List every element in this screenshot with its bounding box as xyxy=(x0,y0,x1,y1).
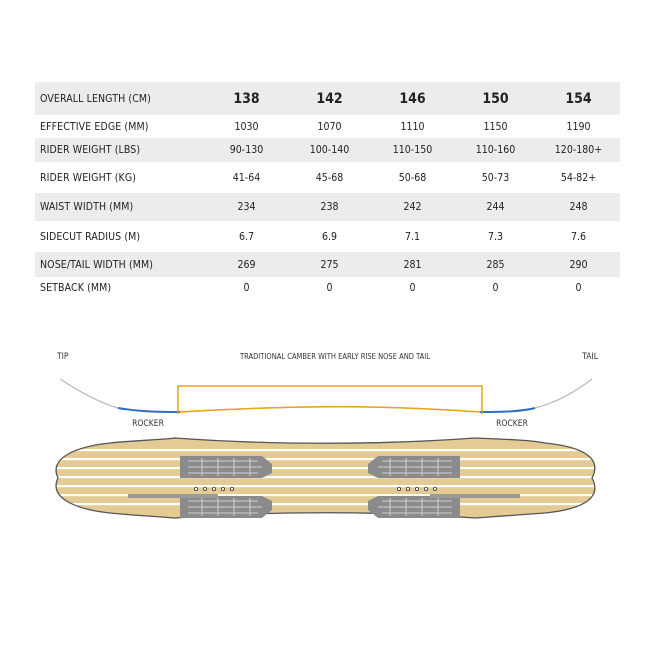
spec-value: 1070 xyxy=(317,120,342,133)
spec-value: 110-150 xyxy=(371,138,454,162)
spec-value: 1190 xyxy=(566,120,591,133)
camber-base-line xyxy=(180,407,480,412)
spec-row-nose-tail-width xyxy=(35,252,620,277)
spec-row-effective-edge xyxy=(35,115,620,138)
spec-value: 0 xyxy=(243,282,250,294)
spec-value: 238 xyxy=(288,193,371,221)
spec-value: 120-180+ xyxy=(537,138,620,162)
spec-value: 54-82+ xyxy=(560,171,597,184)
spec-label: SIDECUT RADIUS (M) xyxy=(40,230,141,243)
spec-value: 100-140 xyxy=(288,138,371,162)
spec-label: RIDER WEIGHT (KG) xyxy=(40,171,137,184)
spec-value: 1150 xyxy=(483,120,508,133)
spec-label: NOSE/TAIL WIDTH (MM) xyxy=(35,252,205,277)
spec-row-rider-weight-lbs xyxy=(35,138,620,162)
size-header: 150 xyxy=(454,82,537,115)
reinforcement-bar xyxy=(430,494,520,498)
spec-label: RIDER WEIGHT (LBS) xyxy=(35,138,205,162)
spec-value: 0 xyxy=(492,282,499,294)
spec-value: 290 xyxy=(537,252,620,277)
spec-value: 234 xyxy=(205,193,288,221)
spec-value: 1110 xyxy=(400,120,425,133)
spec-value: 41-64 xyxy=(232,171,261,184)
spec-value: 269 xyxy=(205,252,288,277)
wood-core xyxy=(40,436,610,522)
spec-row-overall-length xyxy=(35,82,620,115)
spec-value: 275 xyxy=(288,252,371,277)
board-top-view xyxy=(40,436,610,522)
rocker-curve-right xyxy=(480,408,535,412)
spec-value: 7.1 xyxy=(404,230,421,243)
rocker-curve-left xyxy=(118,408,180,412)
spec-table xyxy=(35,82,620,299)
board-diagram xyxy=(0,340,650,625)
spec-value: 244 xyxy=(454,193,537,221)
rocker-label-right: ROCKER xyxy=(496,419,528,429)
spec-value: 7.6 xyxy=(570,230,587,243)
spec-value: 242 xyxy=(371,193,454,221)
spec-value: 248 xyxy=(537,193,620,221)
size-header: 138 xyxy=(205,82,288,115)
tail-label: TAIL xyxy=(582,352,598,362)
spec-row-rider-weight-kg xyxy=(35,162,620,193)
spec-label: WAIST WIDTH (MM) xyxy=(35,193,205,221)
tip-label: TIP xyxy=(57,352,69,362)
spec-value: 90-130 xyxy=(205,138,288,162)
spec-value: 50-68 xyxy=(398,171,427,184)
spec-label: EFFECTIVE EDGE (MM) xyxy=(40,120,149,133)
spec-row-setback xyxy=(35,277,620,299)
spec-value: 0 xyxy=(409,282,416,294)
camber-profile xyxy=(60,379,592,414)
spec-value: 6.7 xyxy=(238,230,255,243)
spec-row-waist-width xyxy=(35,193,620,221)
spec-value: 7.3 xyxy=(487,230,504,243)
spec-value: 45-68 xyxy=(315,171,344,184)
size-header: 146 xyxy=(371,82,454,115)
spec-value: 1030 xyxy=(234,120,259,133)
size-header: 142 xyxy=(288,82,371,115)
spec-row-sidecut-radius xyxy=(35,221,620,252)
spec-value: 110-160 xyxy=(454,138,537,162)
spec-value: 50-73 xyxy=(481,171,510,184)
size-header: 154 xyxy=(537,82,620,115)
spec-label: OVERALL LENGTH (CM) xyxy=(35,82,205,115)
spec-value: 6.9 xyxy=(321,230,338,243)
spec-value: 0 xyxy=(326,282,333,294)
spec-label: SETBACK (MM) xyxy=(40,282,112,294)
rocker-label-left: ROCKER xyxy=(132,419,164,429)
spec-value: 0 xyxy=(575,282,582,294)
reinforcement-bar xyxy=(128,494,218,498)
profile-title: TRADITIONAL CAMBER WITH EARLY RISE NOSE AND TAIL xyxy=(239,352,431,361)
spec-value: 285 xyxy=(454,252,537,277)
spec-value: 281 xyxy=(371,252,454,277)
